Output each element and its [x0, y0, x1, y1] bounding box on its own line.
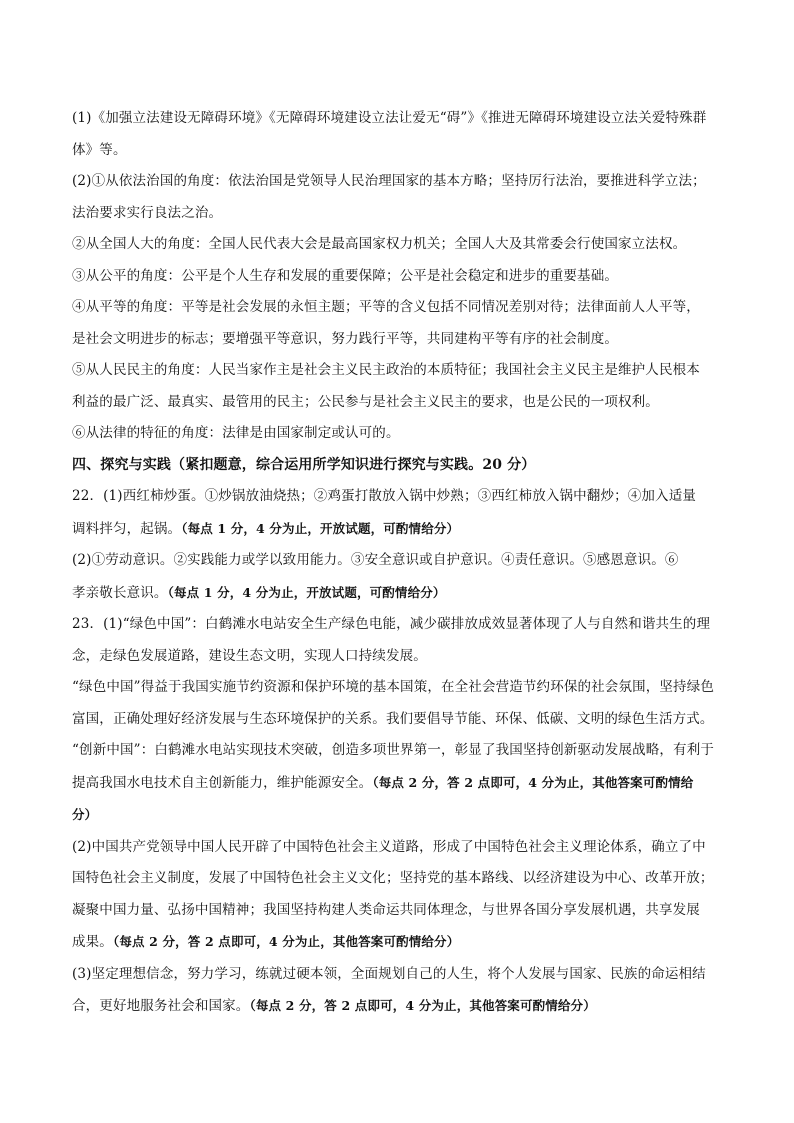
text-line	[72, 799, 726, 832]
line-text: 提高我国水电技术自主创新能力，维护能源安全。	[72, 774, 373, 791]
answer-document	[72, 103, 726, 1023]
line-text: 孝亲敬长意识。	[72, 584, 168, 601]
text-line	[72, 926, 726, 959]
text-line	[72, 704, 726, 736]
line-text: (2)①从依法治国的角度：依法治国是党领导人民治理国家的基本方略；坚持厉行法治，要推进科学立法；	[72, 173, 706, 189]
text-line	[72, 959, 726, 991]
text-line	[72, 261, 726, 293]
text-line	[72, 166, 726, 198]
text-line	[72, 990, 726, 1023]
scoring-note: （每点 2 分，答 2 点即可，4 分为止，其他答案可酌情给	[372, 774, 694, 790]
section-heading	[72, 450, 726, 482]
scoring-note: 分）	[72, 807, 98, 822]
line-text: 国特色社会主义制度，发展了中国特色社会主义文化；坚持党的基本路线、以经济建设为中心、改革开放；	[72, 870, 714, 886]
line-text: 是社会文明进步的标志；要增强平等意识，努力践行平等，共同建构平等有序的社会制度。	[72, 330, 618, 347]
text-line	[72, 735, 726, 767]
scoring-note: （每点 2 分，答 2 点即可，4 分为止，其他答案可酌情给分）	[249, 998, 596, 1013]
line-text: 凝聚中国力量、弘扬中国精神；我国坚持构建人类命运共同体理念，与世界各国分享发展机遇，共享发展	[72, 901, 700, 918]
text-line	[72, 324, 726, 356]
line-text: ⑤从人民民主的角度：人民当家作主是社会主义民主政治的本质特征；我国社会主义民主是维护人民根本	[72, 362, 700, 378]
text-line	[72, 198, 726, 230]
text-line	[72, 418, 726, 450]
line-text: 22．(1)西红柿炒蛋。①炒锅放油烧热；②鸡蛋打散放入锅中炒熟；③西红柿放入锅中翻炒；④加入适量	[72, 488, 696, 504]
line-text: 富国，正确处理好经济发展与生态环境保护的关系。我们要倡导节能、环保、低碳、文明的绿色生活方式。	[72, 710, 714, 727]
text-line	[72, 545, 726, 577]
text-line	[72, 767, 726, 800]
text-line	[72, 832, 726, 864]
text-line	[72, 481, 726, 513]
text-line	[72, 513, 726, 546]
text-line	[72, 609, 726, 641]
line-text: 合，更好地服务社会和国家。	[72, 998, 250, 1014]
line-text: (2)①劳动意识。②实践能力或学以致用能力。③安全意识或自护意识。④责任意识。⑤感恩意识。⑥	[72, 552, 679, 568]
text-line	[72, 387, 726, 419]
text-line	[72, 292, 726, 324]
text-line	[72, 355, 726, 387]
text-line	[72, 863, 726, 895]
text-line	[72, 135, 726, 167]
text-line	[72, 895, 726, 927]
line-text: ③从公平的角度：公平是个人生存和发展的重要保障；公平是社会稳定和进步的重要基础。	[72, 267, 618, 284]
line-text: “绿色中国”得益于我国实施节约资源和保护环境的基本国策，在全社会营造节约环保的社会氛围，坚持绿色	[72, 679, 715, 695]
line-text: “创新中国”：白鹤滩水电站实现技术突破，创造多项世界第一，彰显了我国坚持创新驱动发展战略，有利于	[72, 742, 715, 758]
line-text: 利益的最广泛、最真实、最管用的民主；公民参与是社会主义民主的要求，也是公民的一项权利。	[72, 393, 659, 410]
line-text: 念，走绿色发展道路，建设生态文明，实现人口持续发展。	[72, 647, 427, 664]
line-text: ④从平等的角度：平等是社会发展的永恒主题；平等的含义包括不同情况差别对待；法律面前人人平等，	[72, 299, 700, 315]
line-text: 调料拌匀，起锅。	[72, 520, 182, 537]
text-line	[72, 641, 726, 673]
line-text: ⑥从法律的特征的角度：法律是由国家制定或认可的。	[72, 425, 400, 441]
line-text: 成果。	[72, 934, 113, 950]
scoring-note: （每点 2 分，答 2 点即可，4 分为止，其他答案可酌情给分）	[112, 934, 460, 949]
line-text: 体》等。	[72, 141, 127, 158]
line-text: 法治要求实行良法之治。	[72, 204, 223, 221]
line-text: (1)《加强立法建设无障碍环境》《无障碍环境建设立法让爱无“碍”》《推进无障碍环境建设立法关爱特殊群	[72, 110, 707, 126]
scoring-note: （每点 1 分，4 分为止，开放试题，可酌情给分）	[167, 584, 446, 600]
text-line	[72, 672, 726, 704]
section-heading-text: 四、探究与实践（紧扣题意，综合运用所学知识进行探究与实践。20 分）	[72, 456, 536, 473]
text-line	[72, 103, 726, 135]
line-text: 23．(1)“绿色中国”：白鹤滩水电站安全生产绿色电能，减少碳排放成效显著体现了人与自然和谐共生的理	[72, 616, 711, 632]
line-text: (2)中国共产党领导中国人民开辟了中国特色社会主义道路，形成了中国特色社会主义理论体系，确立了中	[72, 838, 706, 855]
text-line	[72, 577, 726, 610]
scoring-note: （每点 1 分，4 分为止，开放试题，可酌情给分）	[181, 520, 460, 536]
text-line	[72, 229, 726, 261]
line-text: ②从全国人大的角度：全国人民代表大会是最高国家权力机关；全国人大及其常委会行使国家立法权。	[72, 236, 687, 252]
line-text: (3)坚定理想信念，努力学习，练就过硬本领，全面规划自己的人生，将个人发展与国家、民族的命运相结	[72, 965, 706, 982]
